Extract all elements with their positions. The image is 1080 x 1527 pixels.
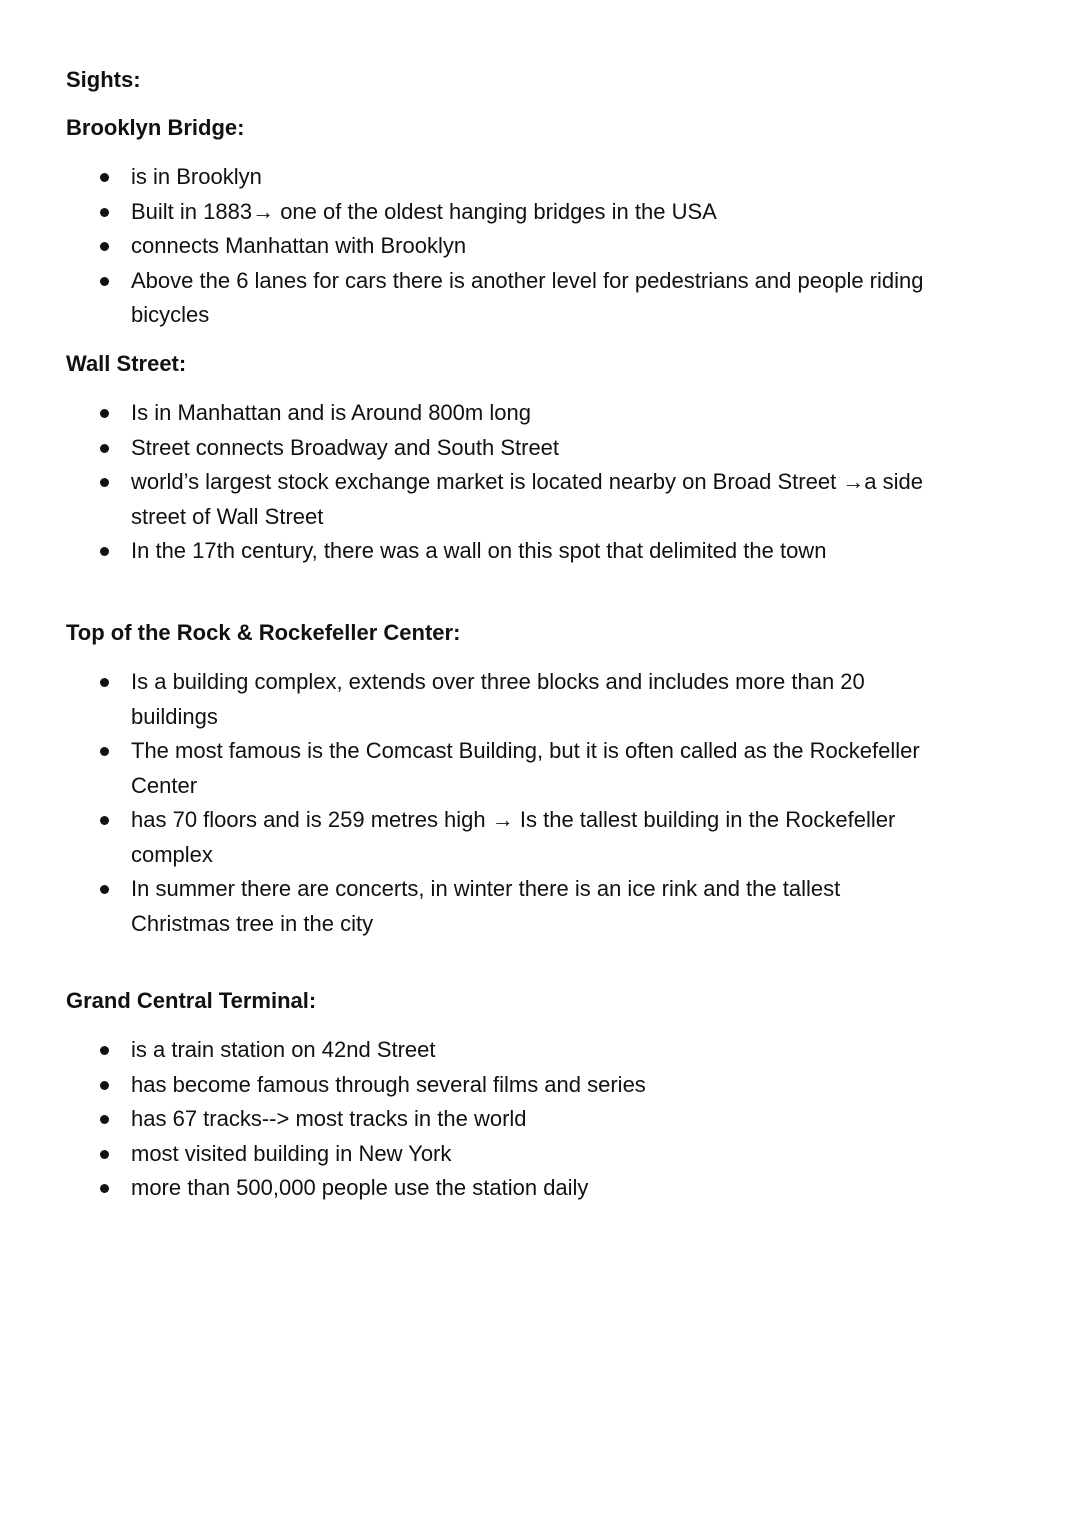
list-item-text: is a train station on 42nd Street xyxy=(131,1037,436,1062)
bullet-icon xyxy=(100,208,109,217)
page-title: Sights: xyxy=(66,67,141,92)
list-item-text: The most famous is the Comcast Building, but it is often called as the Rockefeller xyxy=(131,738,920,763)
bullet-icon xyxy=(100,678,109,687)
list-item xyxy=(66,1068,646,1103)
list-item xyxy=(66,160,923,195)
list-item-text: is in Brooklyn xyxy=(131,164,262,189)
list-item xyxy=(66,431,923,466)
section-brooklyn-bridge xyxy=(66,111,923,333)
list-item-text: Built in 1883→ one of the oldest hanging bridges in the USA xyxy=(131,198,717,224)
list-item xyxy=(66,396,923,431)
section-wall-street xyxy=(66,347,923,569)
list-item xyxy=(66,803,920,872)
list-item xyxy=(66,195,923,230)
bullet-icon xyxy=(100,885,109,894)
list-item xyxy=(66,264,923,333)
list-item-text: Is a building complex, extends over three blocks and includes more than 20 xyxy=(131,669,865,694)
bullet-list xyxy=(66,160,923,333)
section-grand-central xyxy=(66,984,646,1206)
list-item xyxy=(66,229,923,264)
list-item xyxy=(66,1102,646,1137)
bullet-icon xyxy=(100,1184,109,1193)
bullet-icon xyxy=(100,816,109,825)
list-item-text: Street connects Broadway and South Street xyxy=(131,434,560,460)
list-item xyxy=(66,1171,646,1206)
list-item-text: connects Manhattan with Brooklyn xyxy=(131,233,467,258)
bullet-icon xyxy=(100,478,109,487)
bullet-list xyxy=(66,665,920,941)
bullet-icon xyxy=(100,747,109,756)
section-top-of-the-rock xyxy=(66,616,920,941)
list-item-text: buildings xyxy=(131,703,218,729)
list-item xyxy=(66,1137,646,1172)
list-item xyxy=(66,665,920,734)
list-item-text: Is in Manhattan and is Around 800m long xyxy=(131,400,531,425)
bullet-icon xyxy=(100,1046,109,1055)
list-item xyxy=(66,1033,646,1068)
list-item-text: complex xyxy=(131,841,213,867)
bullet-icon xyxy=(100,1081,109,1090)
bullet-icon xyxy=(100,547,109,556)
list-item-text: has 70 floors and is 259 metres high → Is the tallest building in the Rockefeller xyxy=(131,807,896,832)
bullet-list xyxy=(66,1033,646,1206)
section-heading: Top of the Rock & Rockefeller Center: xyxy=(66,620,461,645)
list-item xyxy=(66,465,923,534)
bullet-icon xyxy=(100,1150,109,1159)
bullet-icon xyxy=(100,409,109,418)
bullet-icon xyxy=(100,242,109,251)
list-item-text: has 67 tracks--> most tracks in the world xyxy=(131,1106,527,1131)
section-heading: Brooklyn Bridge: xyxy=(66,115,245,140)
bullet-icon xyxy=(100,1115,109,1124)
list-item xyxy=(66,872,920,941)
list-item-text: most visited building in New York xyxy=(131,1140,452,1166)
bullet-icon xyxy=(100,277,109,286)
list-item xyxy=(66,534,923,569)
list-item xyxy=(66,734,920,803)
bullet-icon xyxy=(100,173,109,182)
list-item-text: street of Wall Street xyxy=(131,503,324,529)
list-item-text: Above the 6 lanes for cars there is another level for pedestrians and people riding xyxy=(131,267,924,293)
list-item-text: more than 500,000 people use the station daily xyxy=(131,1175,589,1200)
list-item-text: bicycles xyxy=(131,302,210,327)
list-item-text: world’s largest stock exchange market is located nearby on Broad Street →a side xyxy=(131,469,923,494)
bullet-list xyxy=(66,396,923,569)
list-item-text: Center xyxy=(131,772,198,798)
section-heading: Wall Street: xyxy=(66,351,187,376)
list-item-text: In the 17th century, there was a wall on this spot that delimited the town xyxy=(131,538,827,563)
section-heading: Grand Central Terminal: xyxy=(66,988,317,1013)
list-item-text: has become famous through several films and series xyxy=(131,1071,646,1097)
list-item-text: In summer there are concerts, in winter there is an ice rink and the tallest xyxy=(131,876,841,901)
list-item-text: Christmas tree in the city xyxy=(131,910,374,936)
bullet-icon xyxy=(100,444,109,453)
